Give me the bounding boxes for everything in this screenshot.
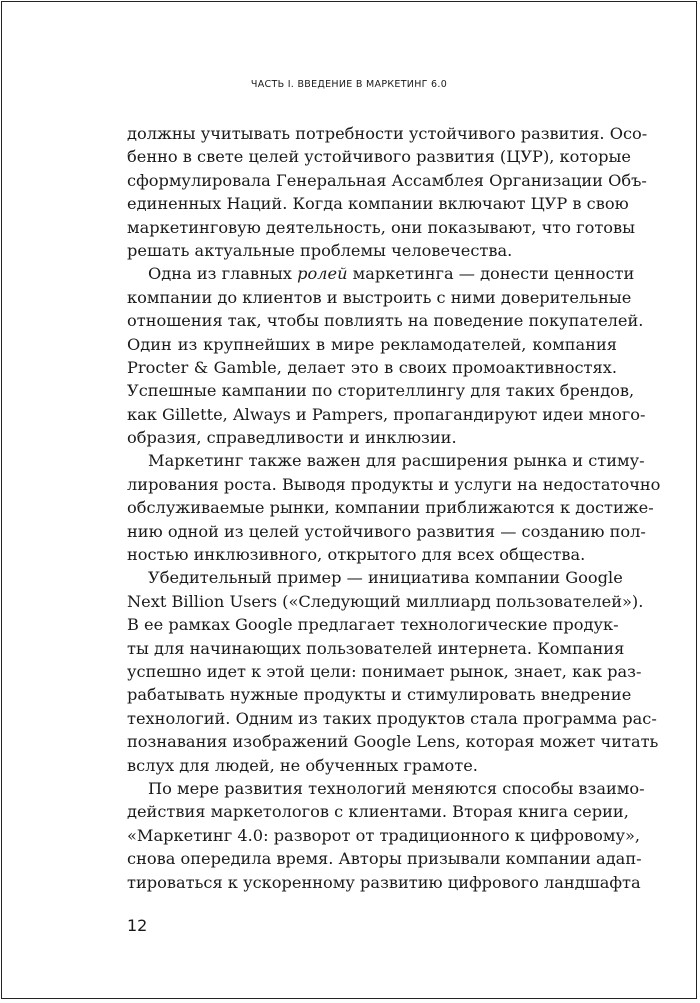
text-line: Один из крупнейших в мире рекламодателей, компания [127, 334, 617, 354]
paragraph [127, 449, 661, 566]
running-head: ЧАСТЬ I. ВВЕДЕНИЕ В МАРКЕТИНГ 6.0 [250, 79, 448, 90]
text-line: Успешные кампании по сторителлингу для таких брендов, [127, 381, 635, 401]
text-line: Одна из главных ролей маркетинга — донести ценности [148, 264, 635, 284]
text-line: снова опередила время. Авторы призывали компании адап- [127, 849, 642, 869]
text-line: маркетинговую деятельность, они показывают, что готовы [127, 217, 636, 237]
text-line: как Gillette, Always и Pampers, пропагандируют идеи много- [127, 404, 646, 424]
text-line: образия, справедливости и инклюзии. [127, 428, 457, 448]
text-line: В ее рамках Google предлагает технологические продук- [127, 615, 619, 635]
text-line: успешно идет к этой цели: понимает рынок, знает, как раз- [127, 661, 642, 681]
text-line: рабатывать нужные продукты и стимулировать внедрение [127, 685, 632, 705]
text-line: ты для начинающих пользователей интернета. Компания [127, 638, 625, 658]
text-line: бенно в свете целей устойчивого развития (ЦУР), которые [127, 147, 631, 167]
text-line: вслух для людей, не обученных грамоте. [127, 755, 478, 775]
text-line: нию одной из целей устойчивого развития — созданию пол- [127, 521, 646, 541]
text-line: познавания изображений Google Lens, которая может читать [127, 732, 659, 752]
paragraph [127, 262, 646, 449]
text-line: тироваться к ускоренному развитию цифрового ландшафта [127, 872, 641, 892]
emphasis-word: ролей [297, 264, 348, 284]
text-line: должны учитывать потребности устойчивого развития. Осо- [127, 124, 648, 143]
text-line: обслуживаемые рынки, компании приближаются к достиже- [127, 498, 654, 518]
paragraph [127, 122, 648, 262]
text-line: лирования роста. Выводя продукты и услуги на недостаточно [127, 474, 661, 494]
text-line: сформулировала Генеральная Ассамблея Организации Объ- [127, 170, 647, 190]
text-line: отношения так, чтобы повлиять на поведение покупателей. [127, 311, 644, 331]
text-line: По мере развития технологий меняются способы взаимо- [148, 778, 645, 798]
text-line: Маркетинг также важен для расширения рынка и стиму- [148, 451, 645, 471]
body-text [127, 122, 661, 894]
text-line: «Маркетинг 4.0: разворот от традиционного к цифровому», [127, 825, 641, 845]
text-line: решать актуальные проблемы человечества. [127, 240, 513, 260]
page-number: 12 [127, 916, 148, 935]
text-line: действия маркетологов с клиентами. Вторая книга серии, [127, 802, 629, 822]
text-line: единенных Наций. Когда компании включают ЦУР в свою [127, 194, 629, 214]
text-line: Убедительный пример — инициатива компании Google [148, 568, 623, 588]
text-line: Procter & Gamble, делает это в своих промоактивностях. [127, 357, 617, 377]
text-line: ностью инклюзивного, открытого для всех общества. [127, 545, 586, 565]
paragraph [127, 777, 645, 894]
text-line: технологий. Одним из таких продуктов стала программа рас- [127, 708, 657, 728]
book-page [1, 1, 697, 999]
text-line: компании до клиентов и выстроить с ними доверительные [127, 287, 632, 307]
text-line: Next Billion Users («Следующий миллиард пользователей»). [127, 591, 644, 611]
paragraph [127, 566, 659, 777]
